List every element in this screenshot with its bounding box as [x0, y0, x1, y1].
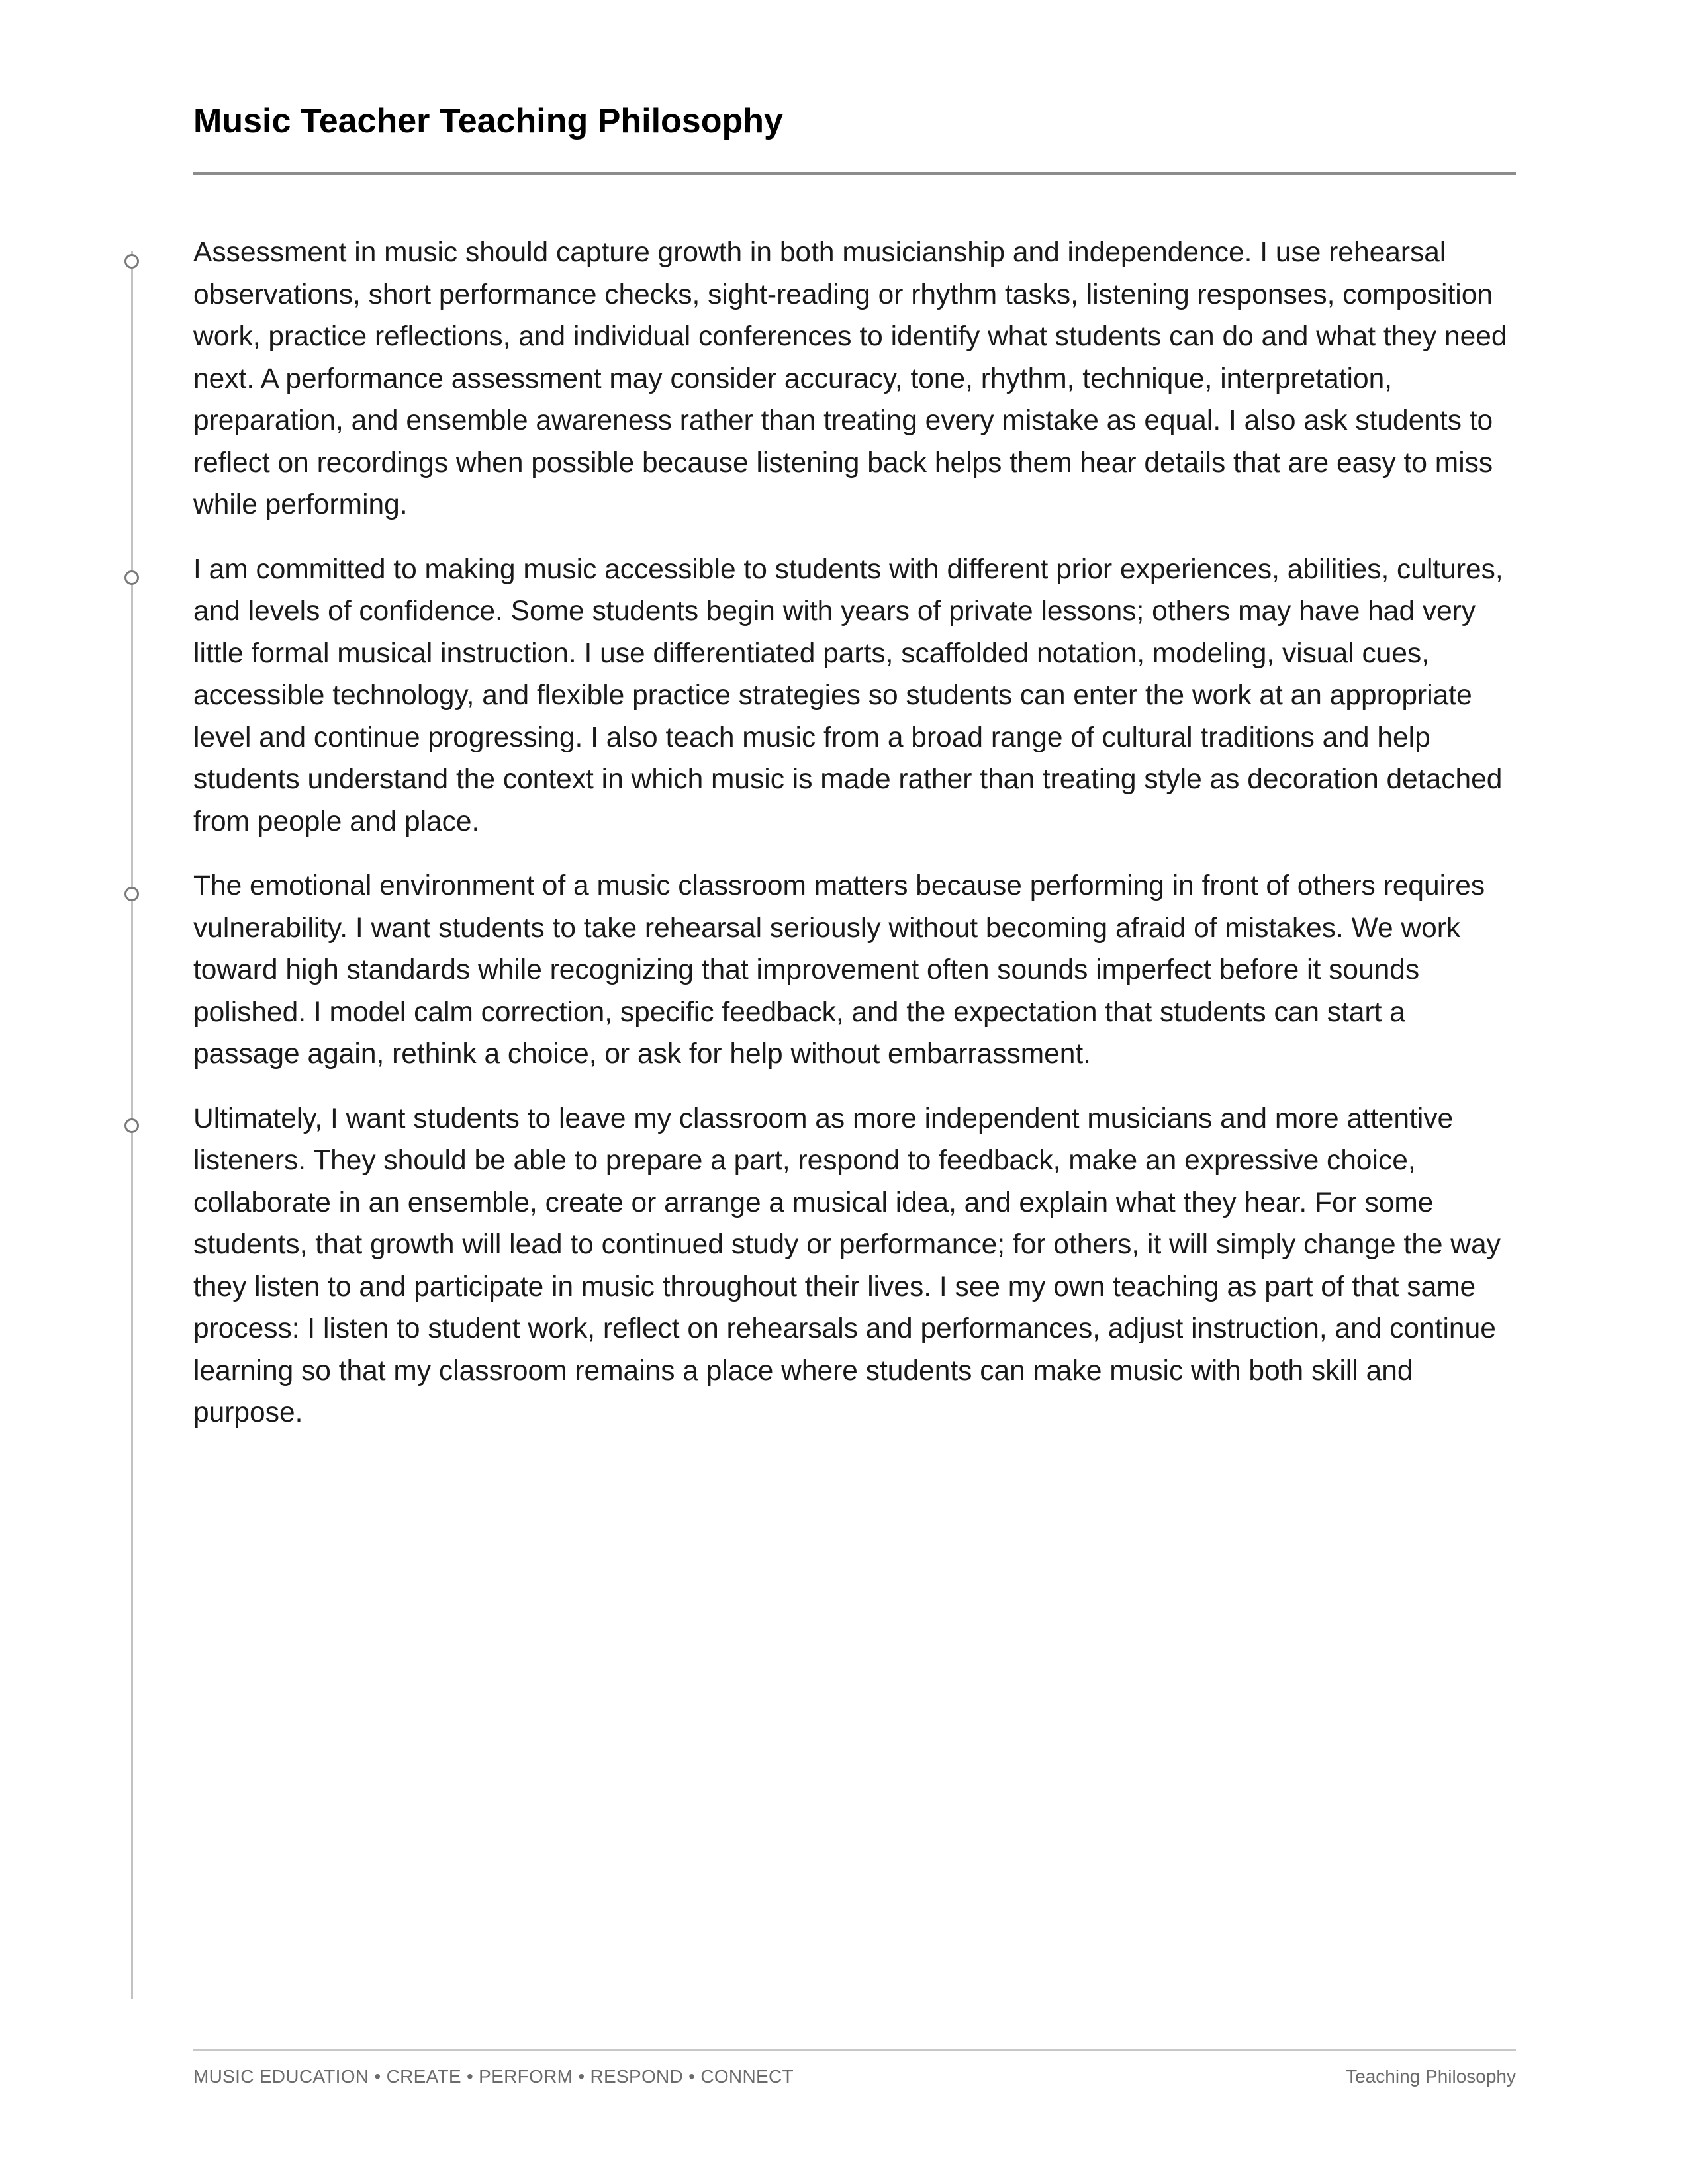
- paragraph-conclusion: Ultimately, I want students to leave my classroom as more independent musicians and more attentive listeners. They should be able to prepare a part, respond to feedback, make an expressive choice, collaborate in an ensemble, create or arrange a musical idea, and explain what they hear. For some students, that growth will lead to continued study or performance; for others, it will simply change the way they listen to and participate in music throughout their lives. I see my own teaching as part of that same process: I listen to student work, reflect on rehearsals and performances, adjust instruction, and continue learning so that my classroom remains a place where students can make music with both skill and purpose.: [193, 1103, 1501, 1428]
- timeline-node-icon: [124, 570, 139, 585]
- paragraph-environment: The emotional environment of a music classroom matters because performing in front of others requires vulnerability. I want students to take rehearsal seriously without becoming afraid of mistakes. We work toward high standards while recognizing that improvement often sounds imperfect before it sounds polished. I model calm correction, specific feedback, and the expectation that students can start a passage again, rethink a choice, or ask for help without embarrassment.: [193, 870, 1485, 1069]
- paragraph-assessment: Assessment in music should capture growth in both musicianship and independence. I use rehearsal observations, short performance checks, sight-reading or rhythm tasks, listening responses, composition work, practice reflections, and individual conferences to identify what students can do and what they need next. A performance assessment may consider accuracy, tone, rhythm, technique, interpretation, preparation, and ensemble awareness rather than treating every mistake as equal. I also ask students to reflect on recordings when possible because listening back helps them hear details that are easy to miss while performing.: [193, 237, 1507, 520]
- timeline-node-icon: [124, 887, 139, 901]
- paragraph-accessibility: I am committed to making music accessible to students with different prior experiences, abilities, cultures, and levels of confidence. Some students begin with years of private lessons; others may have had very little formal musical instruction. I use differentiated parts, scaffolded notation, modeling, visual cues, accessible technology, and flexible practice strategies so students can enter the work at an appropriate level and continue progressing. I also teach music from a broad range of cultural traditions and help students understand the context in which music is made rather than treating style as decoration detached from people and place.: [193, 553, 1503, 837]
- timeline-node-icon: [124, 254, 139, 269]
- timeline-node-icon: [124, 1118, 139, 1133]
- page-title: Music Teacher Teaching Philosophy: [193, 102, 783, 140]
- title-divider: [193, 172, 1516, 175]
- footer-tagline: MUSIC EDUCATION • CREATE • PERFORM • RESPOND • CONNECT: [193, 2066, 794, 2087]
- footer-divider: [193, 2049, 1516, 2051]
- main-content: [193, 232, 1517, 1457]
- footer-section-label: Teaching Philosophy: [1346, 2066, 1516, 2087]
